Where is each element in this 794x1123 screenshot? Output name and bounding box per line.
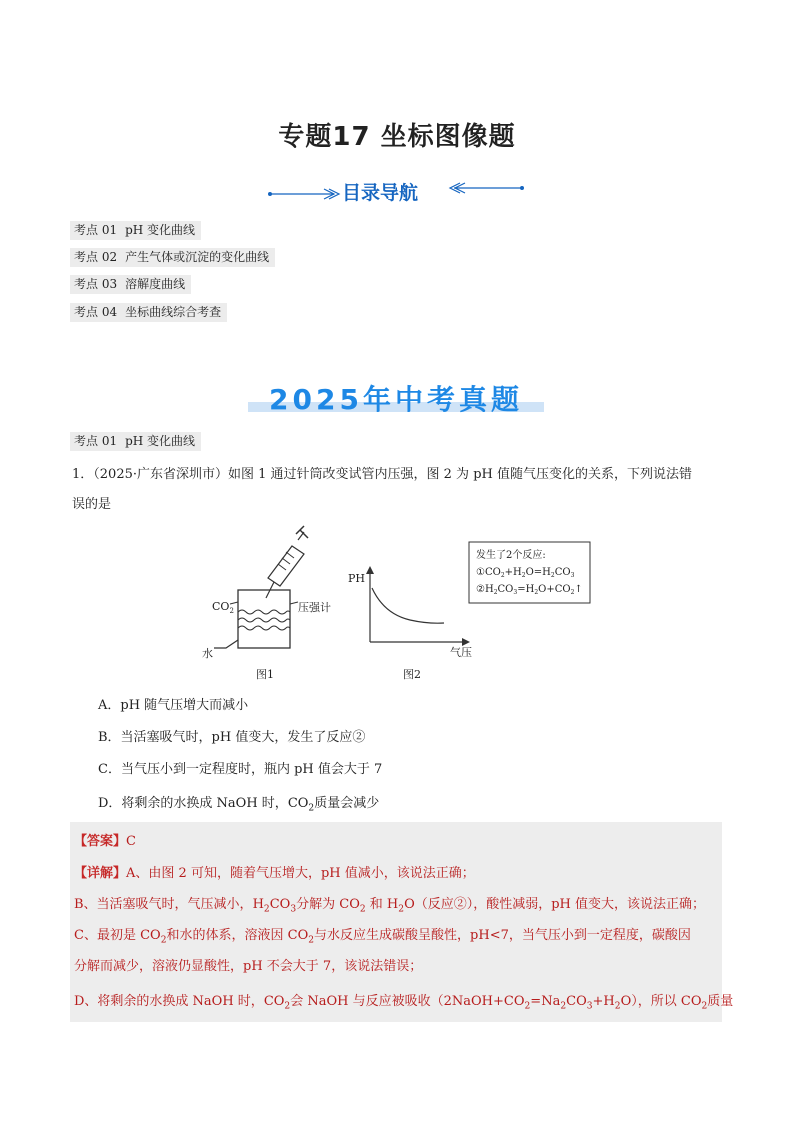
point-label: pH 变化曲线 [125,434,196,448]
y-axis-label: PH [348,572,365,585]
option-c[interactable]: C．当气压小到一定程度时，瓶内 pH 值会大于 7 [98,762,383,777]
toc-item-num: 考点 04 [74,305,118,319]
section-banner-title: 2025年中考真题 [269,383,523,416]
toc-item-num: 考点 02 [74,250,118,264]
co2-label: $CO_2$ [212,600,234,615]
test-bottle [214,590,298,648]
detail-d-part2: 会 NaOH 与反应被吸收（ [290,994,444,1009]
option-d[interactable]: D．将剩余的水换成 NaOH 时，$CO_2$质量会减少 [98,796,380,814]
detail-tag: 【详解】 [74,866,127,881]
point-num: 考点 01 [74,434,118,448]
toc-item-num: 考点 03 [74,277,118,291]
reaction-1: $①CO_2+H_2O=H_2CO_3$ [476,567,575,579]
detail-b: B、当活塞吸气时，气压减小，$H_2CO_3$分解为 $CO_2$ 和 $H_2O$（反应②），酸性减弱，pH 值变大，该说法正确； [74,897,706,915]
question-figure [200,522,620,687]
question-stem-line1: 1．（2025·广东省深圳市）如图 1 通过针筒改变试管内压强，图 2 为 pH 值随气压变化的关系，下列说法错 [72,467,692,482]
detail-b-part1: B、当活塞吸气时，气压减小， [74,897,253,912]
toc-item-num: 考点 01 [74,223,118,237]
page-title: 专题17 坐标图像题 [278,122,516,152]
ph-pressure-graph [366,566,470,646]
fig1-caption: 图1 [256,668,274,681]
detail-c: C、最初是 $CO_2$和水的体系，溶液因 $CO_2$与水反应生成碳酸呈酸性，pH<7，当气压小到一定程度，碳酸因 [74,928,691,946]
toc-heading-label: 目录导航 [342,182,419,204]
detail-b-part2: 分解为 [296,897,340,912]
detail-a [74,862,724,881]
option-d-post: 质量会减少 [314,796,380,811]
toc-item[interactable] [70,221,201,240]
toc-item-label: 溶解度曲线 [125,277,186,291]
gauge-label: 压强计 [298,601,331,614]
detail-c-part2: 和水的体系，溶液因 [166,928,288,943]
detail-c-cont: 分解而减少，溶液仍显酸性，pH 不会大于 7，该说法错误； [74,959,423,974]
toc-item[interactable] [70,275,191,294]
x-axis-label: 气压 [450,646,472,659]
reactions-title: 发生了2个反应: [476,550,546,561]
detail-c-part1: C、最初是 [74,928,141,943]
section-point-label [70,432,201,451]
syringe-icon [266,526,308,598]
option-b[interactable]: B．当活塞吸气时，pH 值变大，发生了反应② [98,730,366,745]
reaction-2: $②H_2CO_3=H_2O+CO_2↑$ [476,584,583,596]
answer-value: C [126,834,136,849]
toc-item[interactable] [70,303,227,322]
detail-b-part4: （反应②），酸性减弱，pH 值变大，该说法正确； [414,897,706,912]
water-label: 水 [202,647,213,660]
detail-b-part3: 和 [365,897,387,912]
option-a[interactable]: A．pH 随气压增大而减小 [98,698,249,713]
answer-line [74,830,724,849]
toc-item[interactable] [70,248,275,267]
detail-d: D、将剩余的水换成 NaOH 时，$CO_2$会 NaOH 与反应被吸收$(2NaOH+CO_2=Na_2CO_3+H_2O)$，所以 $CO_2$质量 [74,994,734,1012]
detail-d-part1: D、将剩余的水换成 NaOH 时， [74,994,264,1009]
fig2-caption: 图2 [403,668,421,681]
section-banner [248,378,544,416]
detail-c-part3: 与水反应生成碳酸呈酸性，pH<7，当气压小到一定程度，碳酸因 [314,928,691,943]
ph-curve [372,588,444,623]
toc-item-label: pH 变化曲线 [125,223,196,237]
toc-heading [262,176,532,206]
question-stem [72,460,722,520]
toc-item-label: 坐标曲线综合考查 [125,305,222,319]
detail-d-part3: ），所以 [631,994,681,1009]
question-stem-line2: 误的是 [72,497,112,512]
answer-tag: 【答案】 [74,834,127,849]
option-d-pre: D．将剩余的水换成 NaOH 时， [98,796,288,811]
toc-item-label: 产生气体或沉淀的变化曲线 [125,250,270,264]
detail-a-text: A、由图 2 可知，随着气压增大，pH 值减小，该说法正确； [126,866,475,881]
detail-d-part4: 质量 [707,994,734,1009]
